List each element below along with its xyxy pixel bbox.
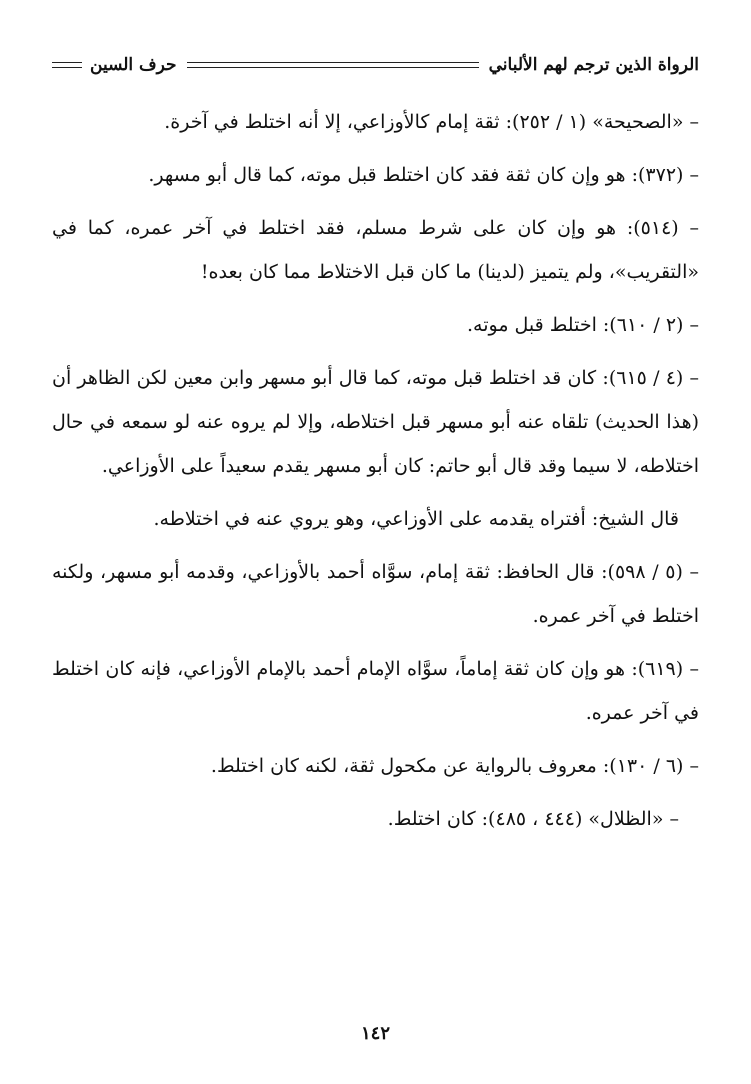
paragraph-6: قال الشيخ: أفتراه يقدمه على الأوزاعي، وهو يروي عنه في اختلاطه. — [153, 508, 679, 530]
paragraph-10: – «الظلال» (٤٤٤ ، ٤٨٥): كان اختلط. — [387, 808, 679, 830]
paragraph-8: – (٦١٩): هو وإن كان ثقة إماماً، سوَّاه الإمام أحمد بالإمام الأوزاعي، فإنه كان اختلط في آخر عمره. — [52, 658, 699, 724]
paragraph-4: – (٢ / ٦١٠): اختلط قبل موته. — [466, 314, 699, 336]
paragraph-7: – (٥ / ٥٩٨): قال الحافظ: ثقة إمام، سوَّاه أحمد بالأوزاعي، وقدمه أبو مسهر، ولكنه اختلط في آخر عمره. — [52, 561, 700, 627]
paragraph-5: – (٤ / ٦١٥): كان قد اختلط قبل موته، كما قال أبو مسهر وابن معين لكن الظاهر أن (هذا الحديث) تلقاه عنه أبو مسهر قبل اختلاطه، وإلا لم يروه عنه لو سمعه في حال اختلاطه، لا سيما وقد قال أبو حاتم: كان أبو مسهر يقدم سعيداً على الأوزاعي. — [52, 367, 700, 477]
running-header — [52, 50, 699, 80]
header-section: حرف السين — [90, 55, 177, 75]
body-text — [52, 100, 699, 850]
paragraph-3: – (٥١٤): هو وإن كان على شرط مسلم، فقد اختلط في آخر عمره، كما في «التقريب»، ولم يتميز (لدينا) ما كان قبل الاختلاط مما كان بعده! — [52, 217, 700, 283]
paragraph-1: – «الصحيحة» (١ / ٢٥٢): ثقة إمام كالأوزاعي، إلا أنه اختلط في آخرة. — [164, 111, 699, 133]
page-number: ١٤٢ — [360, 1023, 390, 1044]
header-rule-end — [52, 62, 82, 68]
header-title: الرواة الذين ترجم لهم الألباني — [488, 55, 699, 75]
header-rule — [187, 62, 479, 68]
paragraph-9: – (٦ / ١٣٠): معروف بالرواية عن مكحول ثقة، لكنه كان اختلط. — [210, 755, 699, 777]
paragraph-2: – (٣٧٢): هو وإن كان ثقة فقد كان اختلط قبل موته، كما قال أبو مسهر. — [148, 164, 699, 186]
